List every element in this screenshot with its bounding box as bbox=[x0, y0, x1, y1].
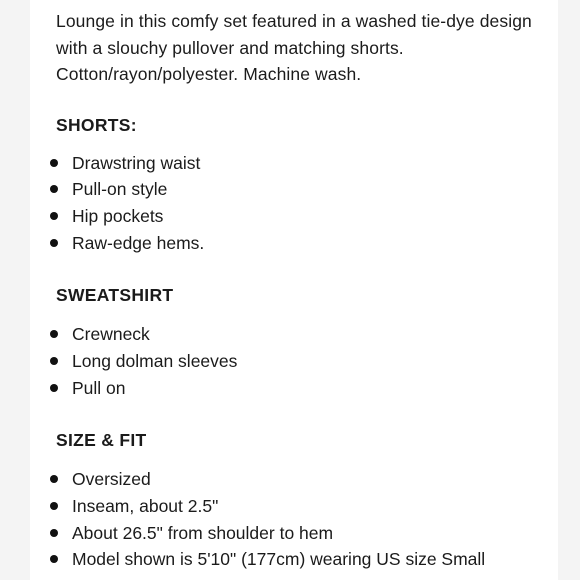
shorts-list bbox=[56, 150, 556, 257]
bullet-icon bbox=[50, 502, 58, 510]
list-item-text: Pull on bbox=[72, 377, 126, 398]
list-item bbox=[56, 203, 556, 230]
list-item bbox=[56, 230, 556, 257]
list-item-text: Oversized bbox=[72, 469, 151, 490]
list-item bbox=[56, 520, 556, 547]
list-item-text: Drawstring waist bbox=[72, 152, 201, 173]
sweatshirt-heading: SWEATSHIRT bbox=[56, 285, 174, 306]
bullet-icon bbox=[50, 357, 58, 365]
bullet-icon bbox=[50, 384, 58, 392]
bullet-icon bbox=[50, 159, 58, 167]
list-item bbox=[56, 321, 556, 348]
product-description-panel bbox=[30, 0, 558, 580]
list-item bbox=[56, 493, 556, 520]
bullet-icon bbox=[50, 529, 58, 537]
list-item bbox=[56, 375, 556, 402]
list-item-text: Crewneck bbox=[72, 324, 150, 345]
bullet-icon bbox=[50, 330, 58, 338]
list-item bbox=[56, 176, 556, 203]
list-item-text: Raw-edge hems. bbox=[72, 232, 205, 253]
bullet-icon bbox=[50, 212, 58, 220]
intro-paragraph: Lounge in this comfy set featured in a washed tie-dye design with a slouchy pullover and matching shorts. Cotton/rayon/polyester. Machine wash. bbox=[56, 11, 532, 84]
list-item bbox=[56, 150, 556, 177]
list-item-text: Long dolman sleeves bbox=[72, 350, 238, 371]
list-item-text: Inseam, about 2.5" bbox=[72, 496, 219, 516]
list-item-text: About 26.5" from shoulder to hem bbox=[72, 522, 334, 543]
list-item bbox=[56, 348, 556, 375]
bullet-icon bbox=[50, 555, 58, 563]
size-fit-list bbox=[56, 466, 556, 573]
bullet-icon bbox=[50, 185, 58, 193]
list-item-text: Model shown is 5'10" (177cm) wearing US size Small bbox=[72, 549, 486, 570]
product-description bbox=[56, 8, 556, 573]
bullet-icon bbox=[50, 475, 58, 483]
bullet-icon bbox=[50, 239, 58, 247]
list-item bbox=[56, 546, 556, 573]
sweatshirt-list bbox=[56, 321, 556, 401]
list-item-text: Hip pockets bbox=[72, 205, 164, 226]
list-item bbox=[56, 466, 556, 493]
shorts-heading: SHORTS: bbox=[56, 114, 137, 135]
size-fit-heading: SIZE & FIT bbox=[56, 430, 147, 451]
list-item-text: Pull-on style bbox=[72, 179, 168, 200]
